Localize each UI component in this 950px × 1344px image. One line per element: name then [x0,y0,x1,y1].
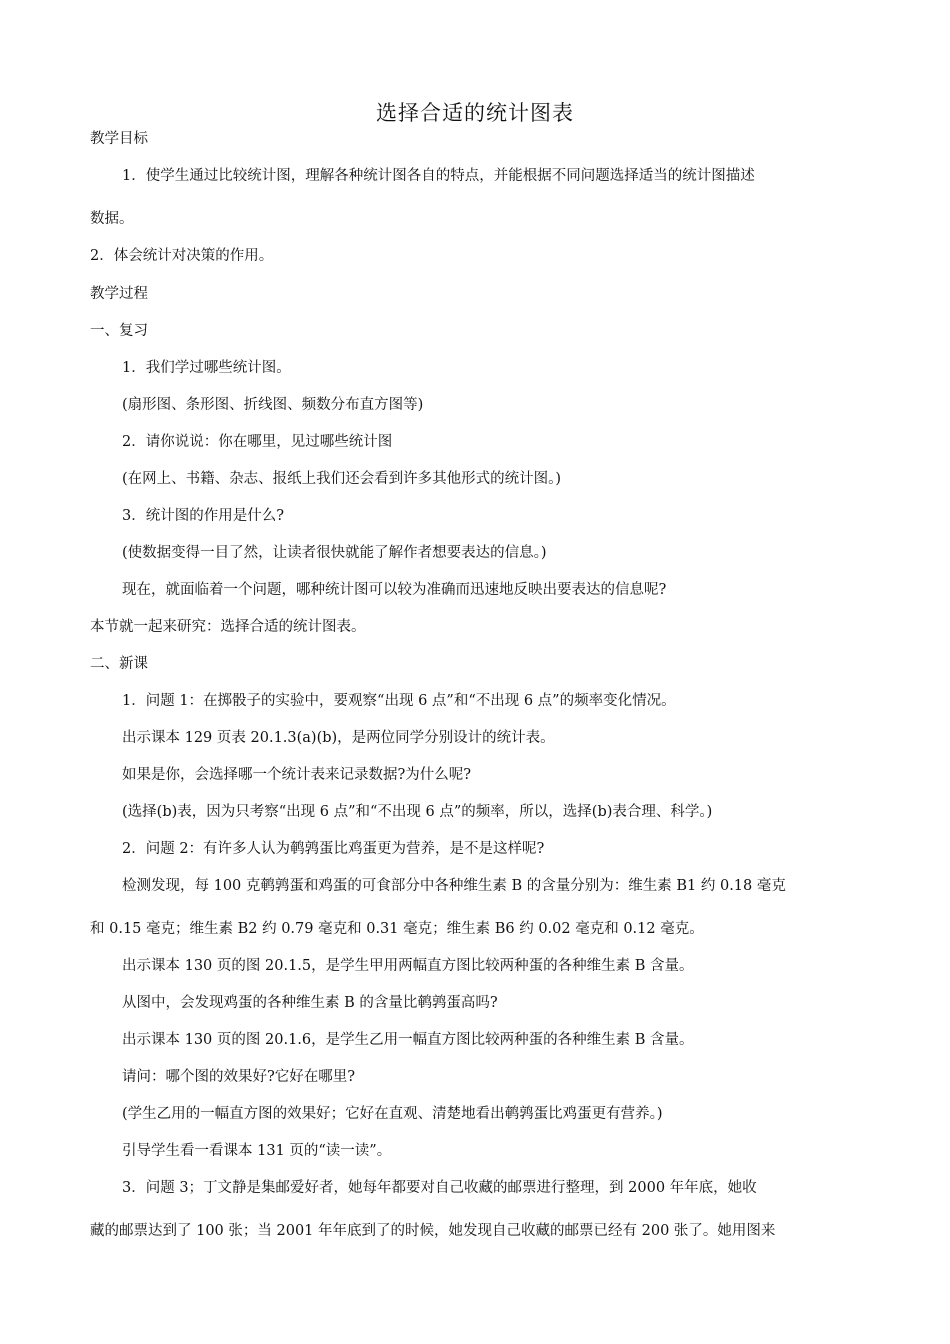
paragraph-review-q1: 1．我们学过哪些统计图。 [122,360,291,376]
paragraph-section-intro: 本节就一起来研究：选择合适的统计图表。 [90,619,366,635]
paragraph-read-a-read: 引导学生看一看课本 131 页的“读一读”。 [122,1143,392,1159]
paragraph-review-a3: (使数据变得一目了然，让读者很快就能了解作者想要表达的信息。) [122,545,547,561]
paragraph-review-q2: 2．请你说说：你在哪里，见过哪些统计图 [122,434,393,450]
paragraph-problem-1-table: 出示课本 129 页表 20.1.3(a)(b)，是两位同学分别设计的统计表。 [122,730,555,746]
paragraph-transition: 现在，就面临着一个问题，哪种统计图可以较为准确而迅速地反映出要表达的信息呢? [122,582,667,598]
paragraph-review-a1: (扇形图、条形图、折线图、频数分布直方图等) [122,397,424,413]
paragraph-problem-1-question: 如果是你，会选择哪一个统计表来记录数据?为什么呢? [122,767,472,783]
paragraph-problem-3: 3．问题 3；丁文静是集邮爱好者，她每年都要对自己收藏的邮票进行整理，到 2000 年年底，她收 [122,1180,757,1196]
paragraph-problem-2-figure-a: 出示课本 130 页的图 20.1.5，是学生甲用两幅直方图比较两种蛋的各种维生素 B 含量。 [122,958,694,974]
paragraph-review-a2: (在网上、书籍、杂志、报纸上我们还会看到许多其他形式的统计图。) [122,471,562,487]
paragraph-problem-3-cont: 藏的邮票达到了 100 张；当 2001 年年底到了的时候，她发现自己收藏的邮票已经有 200 张了。她用图来 [90,1223,776,1239]
paragraph-problem-2-data-cont: 和 0.15 毫克；维生素 B2 约 0.79 毫克和 0.31 毫克；维生素 B6 约 0.02 毫克和 0.12 毫克。 [90,921,704,937]
heading-teaching-process: 教学过程 [90,286,148,302]
paragraph-problem-1: 1．问题 1：在掷骰子的实验中，要观察“出现 6 点”和“不出现 6 点”的频率变化情况。 [122,693,676,709]
paragraph-goal-2: 2．体会统计对决策的作用。 [90,248,274,264]
paragraph-problem-2-answer: (学生乙用的一幅直方图的效果好；它好在直观、清楚地看出鹌鹑蛋比鸡蛋更有营养。) [122,1106,663,1122]
paragraph-problem-2-question-a: 从图中，会发现鸡蛋的各种维生素 B 的含量比鹌鹑蛋高吗? [122,995,498,1011]
paragraph-goal-1: 1．使学生通过比较统计图，理解各种统计图各自的特点，并能根据不同问题选择适当的统计图描述 [122,168,755,184]
document-title: 选择合适的统计图表 [376,101,574,125]
paragraph-problem-2-figure-b: 出示课本 130 页的图 20.1.6，是学生乙用一幅直方图比较两种蛋的各种维生素 B 含量。 [122,1032,694,1048]
heading-teaching-goals: 教学目标 [90,131,148,147]
paragraph-goal-1-cont: 数据。 [90,211,134,227]
heading-new-lesson: 二、新课 [90,656,148,672]
paragraph-problem-2: 2．问题 2：有许多人认为鹌鹑蛋比鸡蛋更为营养，是不是这样呢? [122,841,545,857]
paragraph-review-q3: 3．统计图的作用是什么? [122,508,284,524]
heading-review: 一、复习 [90,323,148,339]
paragraph-problem-1-answer: (选择(b)表，因为只考察“出现 6 点”和“不出现 6 点”的频率，所以，选择(b)表合理、科学。) [122,804,713,820]
paragraph-problem-2-question-b: 请问：哪个图的效果好?它好在哪里? [122,1069,356,1085]
paragraph-problem-2-data: 检测发现，每 100 克鹌鹑蛋和鸡蛋的可食部分中各种维生素 B 的含量分别为：维生素 B1 约 0.18 毫克 [122,878,786,894]
